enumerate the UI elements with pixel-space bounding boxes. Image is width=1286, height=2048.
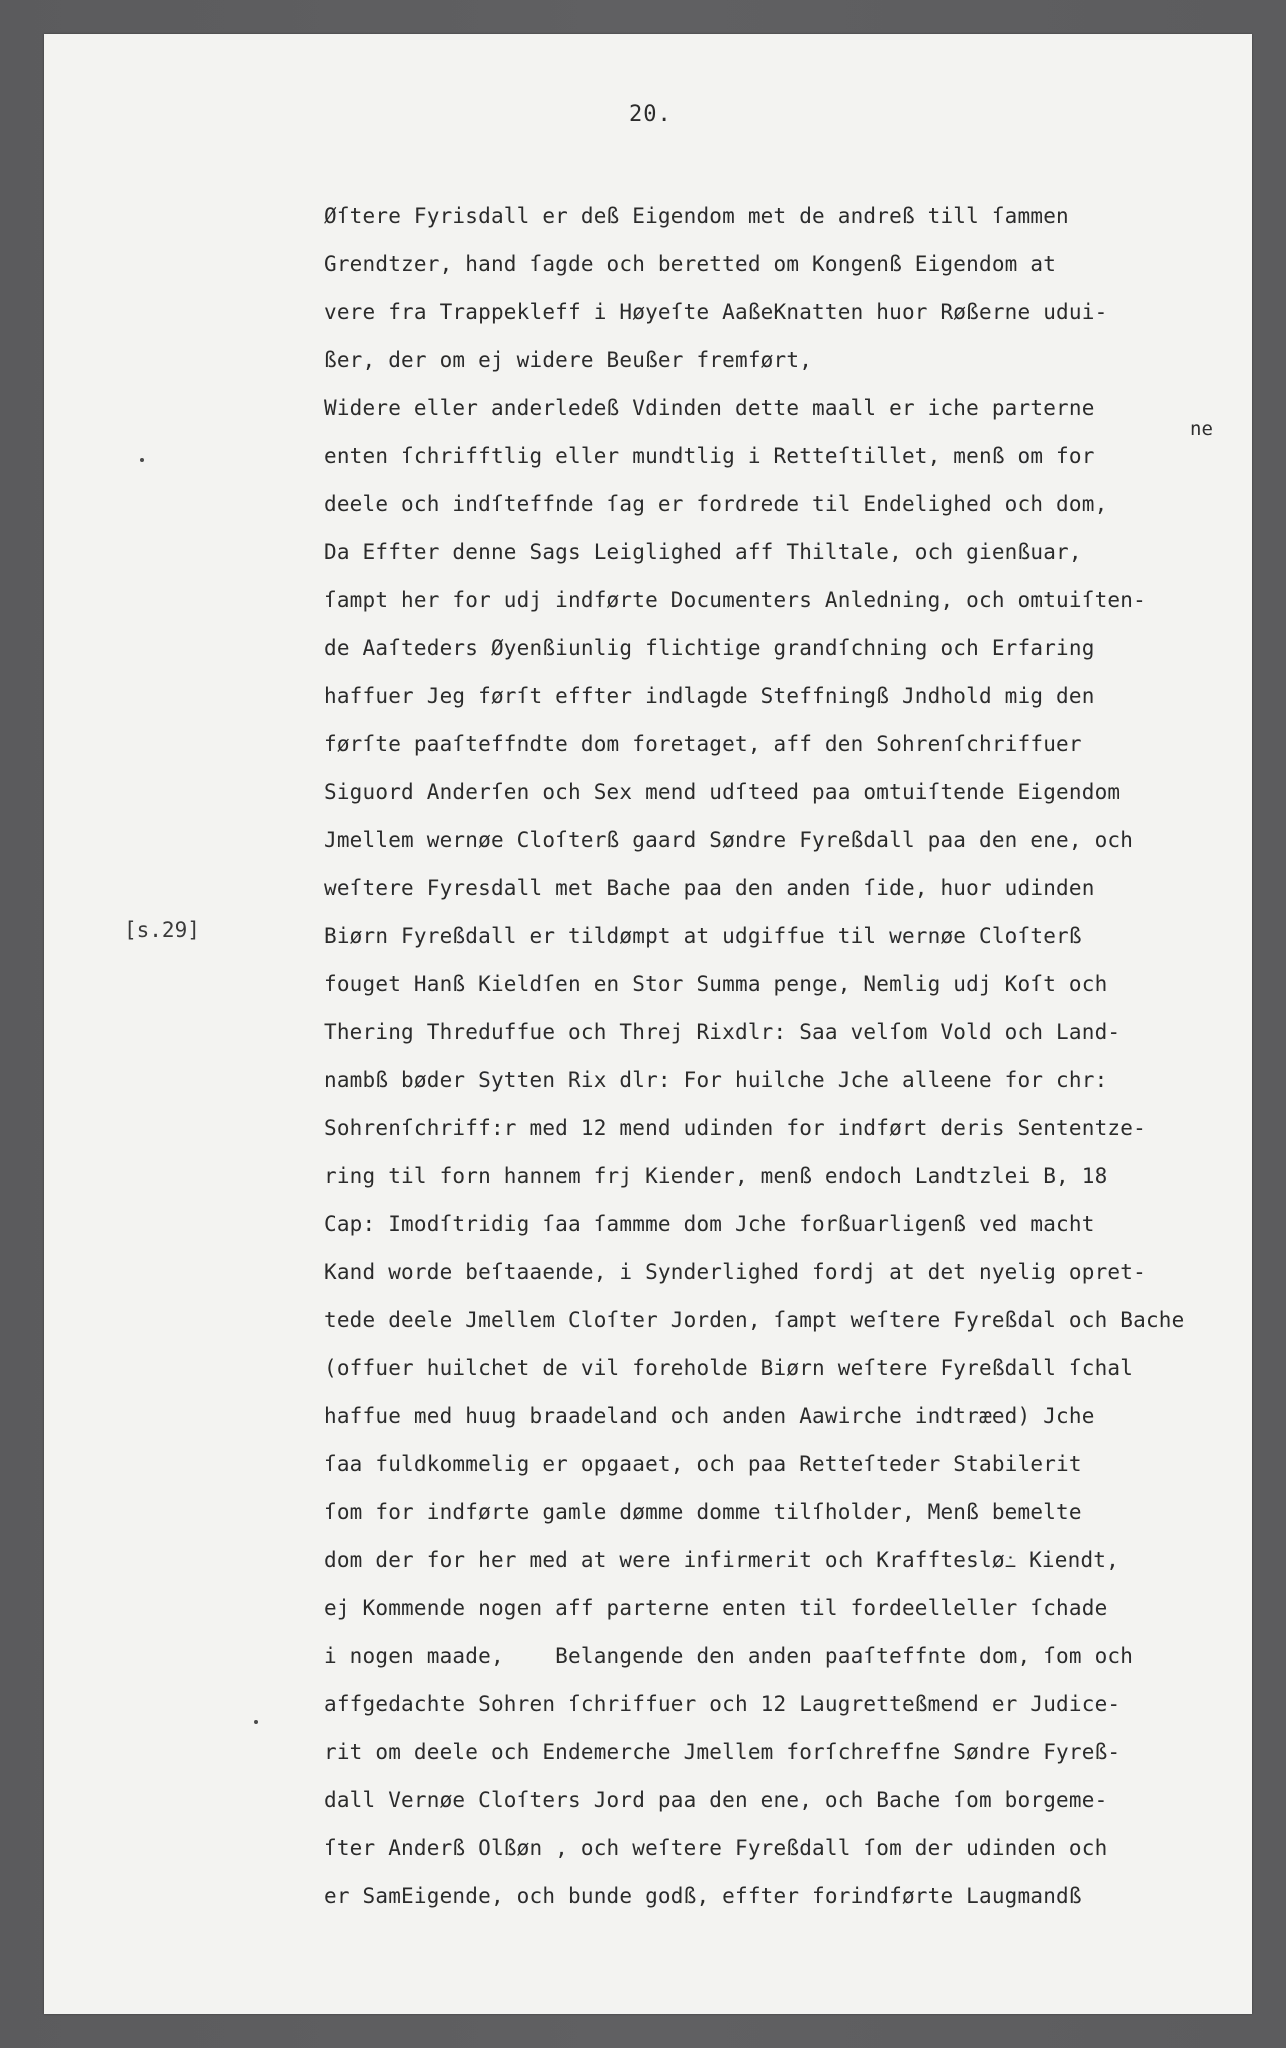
text-line: ring til forn hannem frj Kiender, menß endoch Landtzlei B, 18	[324, 1164, 1108, 1188]
transcription-body	[324, 200, 1284, 1928]
text-line: ej Kommende nogen aff parterne enten til fordeelleller ſchade	[324, 1596, 1108, 1620]
text-line: Kand worde beſtaaende, i Synderlighed fordj at det nyelig opret-	[324, 1260, 1146, 1284]
text-line: Øſtere Fyrisdall er deß Eigendom met de andreß till ſammen	[324, 204, 1069, 228]
text-line: er SamEigende, och bunde godß, effter forindførte Laugmandß	[324, 1884, 1082, 1908]
text-line: ßer, der om ej widere Beußer fremført,	[324, 348, 813, 372]
text-line: tede deele Jmellem Cloſter Jorden, ſampt weſtere Fyreßdal och Bache	[324, 1308, 1185, 1332]
text-line: nambß bøder Sytten Rix dlr: For huilche Jche alleene for chr:	[324, 1068, 1108, 1092]
text-line: de Aaſteders Øyenßiunlig flichtige grandſchning och Erfaring	[324, 636, 1095, 660]
text-line: Biørn Fyreßdall er tildømpt at udgiffue til wernøe Cloſterß	[324, 924, 1082, 948]
text-line: vere fra Trappekleff i Høyeſte AaßeKnatten huor Røßerne udui-	[324, 300, 1108, 324]
text-line: førſte paaſteffndte dom foretaget, aff den Sohrenſchriffuer	[324, 732, 1082, 756]
text-line: Sohrenſchriff:r med 12 mend udinden for indført deris Sententze-	[324, 1116, 1146, 1140]
text-line: (offuer huilchet de vil foreholde Biørn weſtere Fyreßdall ſchal	[324, 1356, 1134, 1380]
text-line: ſaa fuldkommelig er opgaaet, och paa Retteſteder Stabilerit	[324, 1452, 1082, 1476]
text-line: Da Effter denne Sags Leiglighed aff Thiltale, och gienßuar,	[324, 540, 1082, 564]
text-line: Jmellem wernøe Cloſterß gaard Søndre Fyreßdall paa den ene, och	[324, 828, 1134, 852]
margin-page-reference: [s.29]	[124, 918, 200, 942]
text-line: haffue med huug braadeland och anden Aawirche indtræed) Jche	[324, 1404, 1095, 1428]
text-line: affgedachte Sohren ſchriffuer och 12 Laugretteßmend er Judice-	[324, 1692, 1121, 1716]
text-line: ſampt her for udj indførte Documenters Anledning, och omtuiſten-	[324, 588, 1146, 612]
text-line: i nogen maade, Belangende den anden paaſteffnte dom, ſom och	[324, 1644, 1134, 1668]
document-page	[44, 34, 1252, 2014]
page-number: 20.	[629, 102, 672, 127]
text-line: ſom for indførte gamle dømme domme tilſholder, Menß bemelte	[324, 1500, 1082, 1524]
text-line: Siguord Anderſen och Sex mend udſteed paa omtuiſtende Eigendom	[324, 780, 1121, 804]
ink-mark	[254, 1720, 258, 1724]
text-line: Widere eller anderledeß Vdinden dette maall er iche parterne	[324, 396, 1095, 420]
text-line: Grendtzer, hand ſagde och beretted om Kongenß Eigendom at	[324, 252, 1057, 276]
text-line: deele och indſteffnde ſag er fordrede til Endelighed och dom,	[324, 492, 1108, 516]
text-line: rit om deele och Endemerche Jmellem forſchreffne Søndre Fyreß-	[324, 1740, 1121, 1764]
text-line: weſtere Fyresdall met Bache paa den anden ſide, huor udinden	[324, 876, 1095, 900]
text-line: dom der for her med at were infirmerit och Kraffteslø߸ Kiendt,	[324, 1548, 1119, 1572]
text-line: haffuer Jeg førſt effter indlagde Steffningß Jndhold mig den	[324, 684, 1095, 708]
text-line: ſter Anderß Olßøn , och weſtere Fyreßdall ſom der udinden och	[324, 1836, 1108, 1860]
interlinear-insertion: ne	[1190, 418, 1213, 440]
text-line: fouget Hanß Kieldſen en Stor Summa penge, Nemlig udj Koſt och	[324, 972, 1108, 996]
text-line: dall Vernøe Cloſters Jord paa den ene, och Bache ſom borgeme-	[324, 1788, 1108, 1812]
text-line: enten ſchrifftlig eller mundtlig i Retteſtillet, menß om for	[324, 444, 1095, 468]
text-line: Cap: Imodſtridig ſaa ſammme dom Jche forßuarligenß ved macht	[324, 1212, 1095, 1236]
ink-mark	[140, 458, 144, 462]
text-line: Thering Threduffue och Threj Rixdlr: Saa velſom Vold och Land-	[324, 1020, 1121, 1044]
